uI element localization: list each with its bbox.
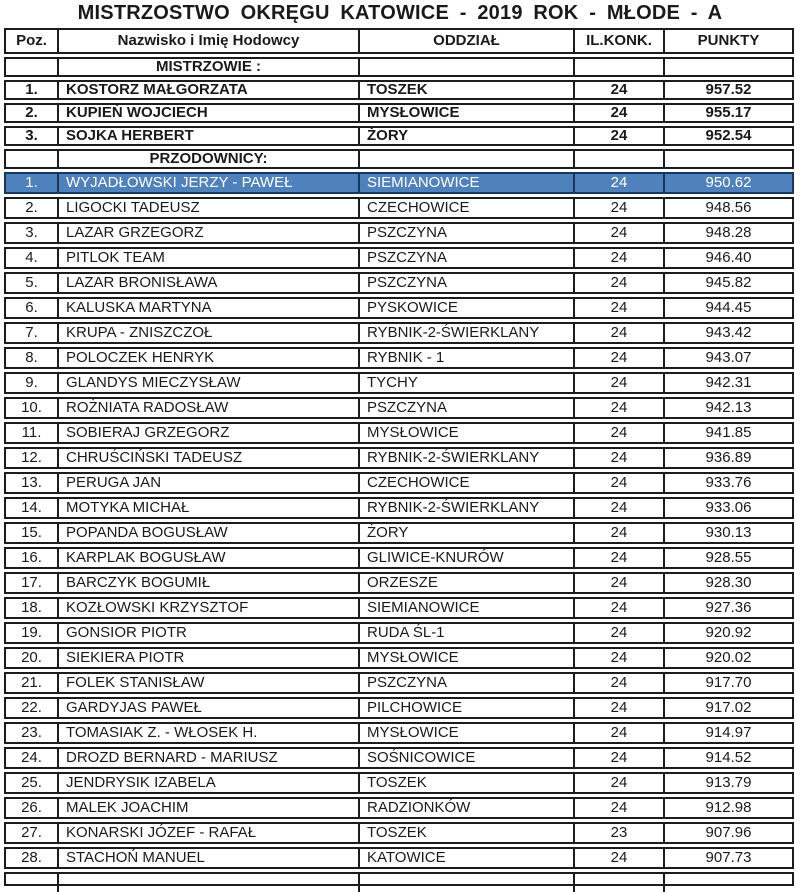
- cell-punkty: 957.52: [663, 82, 792, 98]
- table-row[interactable]: [4, 126, 794, 146]
- cell-name: LAZAR GRZEGORZ: [57, 224, 358, 242]
- cell-punkty: 928.55: [663, 549, 792, 567]
- results-table: [4, 28, 794, 886]
- column-header-punkty: PUNKTY: [663, 30, 792, 52]
- cell-punkty: 907.96: [663, 824, 792, 842]
- cell-ilkonk: 24: [573, 424, 663, 442]
- cell-name: ROŻNIATA RADOSŁAW: [57, 399, 358, 417]
- cell-ilkonk: 24: [573, 549, 663, 567]
- cell-oddzial: SOŚNICOWICE: [358, 749, 573, 767]
- cell-name: GARDYJAS PAWEŁ: [57, 699, 358, 717]
- cell-ilkonk: 24: [573, 499, 663, 517]
- cell-poz: 10.: [21, 399, 42, 416]
- table-row[interactable]: [4, 297, 794, 319]
- cell-ilkonk: 24: [573, 624, 663, 642]
- cell-ilkonk: [573, 151, 663, 167]
- cell-oddzial: RUDA ŚL-1: [358, 624, 573, 642]
- cell-oddzial: TOSZEK: [358, 774, 573, 792]
- cell-ilkonk: 24: [573, 299, 663, 317]
- cell-name: POLOCZEK HENRYK: [57, 349, 358, 367]
- cell-ilkonk: 24: [573, 474, 663, 492]
- cell-punkty: 948.28: [663, 224, 792, 242]
- cell-poz: 9.: [25, 374, 38, 391]
- cell-oddzial: MYSŁOWICE: [358, 649, 573, 667]
- cell-oddzial: [358, 151, 573, 167]
- cell-name: SOJKA HERBERT: [57, 128, 358, 144]
- cell-punkty: 948.56: [663, 199, 792, 217]
- cell-ilkonk: 24: [573, 128, 663, 144]
- results-table-body: [4, 57, 794, 869]
- table-row[interactable]: [4, 103, 794, 123]
- cell-ilkonk: 24: [573, 324, 663, 342]
- table-row[interactable]: [4, 422, 794, 444]
- cell-punkty: 942.31: [663, 374, 792, 392]
- cell-oddzial: KATOWICE: [358, 849, 573, 867]
- cell-poz: 22.: [21, 699, 42, 716]
- cell-oddzial: CZECHOWICE: [358, 199, 573, 217]
- cell-poz: 2.: [25, 199, 38, 216]
- table-row[interactable]: [4, 447, 794, 469]
- cell-poz: 4.: [25, 249, 38, 266]
- cell-punkty: 955.17: [663, 105, 792, 121]
- cell-name: [57, 874, 358, 892]
- cell-ilkonk: 24: [573, 82, 663, 98]
- table-row[interactable]: [4, 797, 794, 819]
- cell-name: LIGOCKI TADEUSZ: [57, 199, 358, 217]
- cell-oddzial: RADZIONKÓW: [358, 799, 573, 817]
- cell-punkty: 920.92: [663, 624, 792, 642]
- cell-ilkonk: 24: [573, 799, 663, 817]
- section-header-row: [4, 57, 794, 77]
- page-title: MISTRZOSTWO OKRĘGU KATOWICE - 2019 ROK - MŁODE - A: [77, 2, 723, 24]
- table-row[interactable]: [4, 772, 794, 794]
- cell-poz: 20.: [21, 649, 42, 666]
- cell-punkty: 933.76: [663, 474, 792, 492]
- cell-ilkonk: 24: [573, 274, 663, 292]
- cell-poz: 24.: [21, 749, 42, 766]
- cell-name: BARCZYK BOGUMIŁ: [57, 574, 358, 592]
- table-row[interactable]: [4, 747, 794, 769]
- table-row[interactable]: [4, 522, 794, 544]
- cell-punkty: 913.79: [663, 774, 792, 792]
- cell-oddzial: CZECHOWICE: [358, 474, 573, 492]
- cell-poz: 23.: [21, 724, 42, 741]
- table-row[interactable]: [4, 622, 794, 644]
- cell-poz: 28.: [21, 849, 42, 866]
- cell-oddzial: MYSŁOWICE: [358, 424, 573, 442]
- cell-name: WYJADŁOWSKI JERZY - PAWEŁ: [57, 174, 358, 192]
- table-row[interactable]: [4, 572, 794, 594]
- cell-punkty: [663, 59, 792, 75]
- cell-ilkonk: 24: [573, 249, 663, 267]
- cell-poz: 26.: [21, 799, 42, 816]
- cell-poz: 14.: [21, 499, 42, 516]
- cell-oddzial: RYBNIK-2-ŚWIERKLANY: [358, 499, 573, 517]
- cell-poz: 25.: [21, 774, 42, 791]
- cell-name: POPANDA BOGUSŁAW: [57, 524, 358, 542]
- cell-punkty: 941.85: [663, 424, 792, 442]
- cell-punkty: 950.62: [663, 174, 792, 192]
- cell-poz: 27.: [21, 824, 42, 841]
- cell-punkty: 914.52: [663, 749, 792, 767]
- cell-punkty: 943.42: [663, 324, 792, 342]
- cell-punkty: [663, 151, 792, 167]
- table-row[interactable]: [4, 472, 794, 494]
- cell-ilkonk: 23: [573, 824, 663, 842]
- cell-name: DROZD BERNARD - MARIUSZ: [57, 749, 358, 767]
- cell-poz: 3.: [25, 128, 38, 144]
- cell-punkty: 945.82: [663, 274, 792, 292]
- cell-punkty: 928.30: [663, 574, 792, 592]
- cell-name: PERUGA JAN: [57, 474, 358, 492]
- cell-oddzial: ŻORY: [358, 524, 573, 542]
- table-row[interactable]: [4, 597, 794, 619]
- cell-poz: 17.: [21, 574, 42, 591]
- cell-name: KONARSKI JÓZEF - RAFAŁ: [57, 824, 358, 842]
- cell-name: KOSTORZ MAŁGORZATA: [57, 82, 358, 98]
- table-row[interactable]: [4, 547, 794, 569]
- cell-oddzial: PSZCZYNA: [358, 674, 573, 692]
- table-row[interactable]: [4, 697, 794, 719]
- cell-punkty: 946.40: [663, 249, 792, 267]
- section-label: MISTRZOWIE :: [57, 59, 358, 75]
- column-header-poz: Poz.: [16, 32, 47, 49]
- section-header-row: [4, 149, 794, 169]
- cell-oddzial: RYBNIK-2-ŚWIERKLANY: [358, 449, 573, 467]
- table-row[interactable]: [4, 722, 794, 744]
- cell-poz: 12.: [21, 449, 42, 466]
- cell-ilkonk: 24: [573, 449, 663, 467]
- cell-ilkonk: 24: [573, 674, 663, 692]
- cell-poz: [6, 59, 57, 75]
- table-row[interactable]: [4, 497, 794, 519]
- cell-poz: [6, 151, 57, 167]
- table-row[interactable]: [4, 347, 794, 369]
- cell-oddzial: ŻORY: [358, 128, 573, 144]
- cell-poz: 21.: [21, 674, 42, 691]
- cell-poz: 5.: [25, 274, 38, 291]
- cell-ilkonk: 24: [573, 649, 663, 667]
- table-row-clipped: [4, 872, 794, 886]
- cell-punkty: 920.02: [663, 649, 792, 667]
- table-row[interactable]: [4, 172, 794, 194]
- cell-punkty: [663, 874, 792, 892]
- cell-poz: 11.: [21, 424, 42, 441]
- table-row[interactable]: [4, 222, 794, 244]
- cell-oddzial: GLIWICE-KNURÓW: [358, 549, 573, 567]
- cell-poz: 19.: [21, 624, 42, 641]
- cell-oddzial: PSZCZYNA: [358, 249, 573, 267]
- cell-punkty: 917.70: [663, 674, 792, 692]
- cell-name: LAZAR BRONISŁAWA: [57, 274, 358, 292]
- cell-punkty: 943.07: [663, 349, 792, 367]
- cell-poz: 15.: [21, 524, 42, 541]
- section-label: PRZODOWNICY:: [57, 151, 358, 167]
- cell-oddzial: PSZCZYNA: [358, 274, 573, 292]
- cell-oddzial: [358, 874, 573, 892]
- cell-ilkonk: 24: [573, 774, 663, 792]
- table-row[interactable]: [4, 847, 794, 869]
- cell-oddzial: RYBNIK - 1: [358, 349, 573, 367]
- cell-ilkonk: 24: [573, 174, 663, 192]
- cell-punkty: 907.73: [663, 849, 792, 867]
- cell-oddzial: PYSKOWICE: [358, 299, 573, 317]
- cell-oddzial: PSZCZYNA: [358, 224, 573, 242]
- cell-ilkonk: 24: [573, 349, 663, 367]
- cell-ilkonk: 24: [573, 524, 663, 542]
- cell-oddzial: [358, 59, 573, 75]
- table-row[interactable]: [4, 372, 794, 394]
- cell-ilkonk: [573, 59, 663, 75]
- cell-ilkonk: 24: [573, 849, 663, 867]
- cell-poz: 1.: [25, 82, 38, 98]
- cell-poz: 8.: [25, 349, 38, 366]
- cell-oddzial: PILCHOWICE: [358, 699, 573, 717]
- cell-name: GLANDYS MIECZYSŁAW: [57, 374, 358, 392]
- cell-punkty: 944.45: [663, 299, 792, 317]
- table-row[interactable]: [4, 80, 794, 100]
- cell-name: KARPLAK BOGUSŁAW: [57, 549, 358, 567]
- cell-poz: 3.: [25, 224, 38, 241]
- table-row[interactable]: [4, 822, 794, 844]
- cell-oddzial: TOSZEK: [358, 82, 573, 98]
- cell-name: MALEK JOACHIM: [57, 799, 358, 817]
- cell-name: KRUPA - ZNISZCZOŁ: [57, 324, 358, 342]
- cell-name: CHRUŚCIŃSKI TADEUSZ: [57, 449, 358, 467]
- cell-punkty: 912.98: [663, 799, 792, 817]
- cell-name: SOBIERAJ GRZEGORZ: [57, 424, 358, 442]
- cell-oddzial: PSZCZYNA: [358, 399, 573, 417]
- table-row[interactable]: [4, 322, 794, 344]
- cell-poz: 18.: [21, 599, 42, 616]
- cell-name: FOLEK STANISŁAW: [57, 674, 358, 692]
- cell-ilkonk: [573, 874, 663, 892]
- cell-ilkonk: 24: [573, 105, 663, 121]
- cell-punkty: 933.06: [663, 499, 792, 517]
- cell-punkty: 917.02: [663, 699, 792, 717]
- cell-poz: 1.: [25, 174, 38, 191]
- cell-ilkonk: 24: [573, 374, 663, 392]
- cell-ilkonk: 24: [573, 574, 663, 592]
- cell-punkty: 930.13: [663, 524, 792, 542]
- column-header-name: Nazwisko i Imię Hodowcy: [57, 30, 358, 52]
- table-row[interactable]: [4, 672, 794, 694]
- cell-oddzial: SIEMIANOWICE: [358, 174, 573, 192]
- cell-punkty: 952.54: [663, 128, 792, 144]
- cell-poz: 6.: [25, 299, 38, 316]
- cell-oddzial: TOSZEK: [358, 824, 573, 842]
- cell-ilkonk: 24: [573, 749, 663, 767]
- table-row[interactable]: [4, 397, 794, 419]
- cell-ilkonk: 24: [573, 724, 663, 742]
- cell-ilkonk: 24: [573, 199, 663, 217]
- cell-ilkonk: 24: [573, 399, 663, 417]
- cell-oddzial: SIEMIANOWICE: [358, 599, 573, 617]
- cell-ilkonk: 24: [573, 599, 663, 617]
- cell-poz: 13.: [21, 474, 42, 491]
- table-row[interactable]: [4, 247, 794, 269]
- cell-name: PITLOK TEAM: [57, 249, 358, 267]
- cell-oddzial: RYBNIK-2-ŚWIERKLANY: [358, 324, 573, 342]
- cell-poz: 2.: [25, 105, 38, 121]
- cell-name: GONSIOR PIOTR: [57, 624, 358, 642]
- cell-ilkonk: 24: [573, 224, 663, 242]
- table-header-row: [4, 28, 794, 54]
- cell-poz: 16.: [21, 549, 42, 566]
- cell-name: STACHOŃ MANUEL: [57, 849, 358, 867]
- cell-oddzial: TYCHY: [358, 374, 573, 392]
- cell-name: KOZŁOWSKI KRZYSZTOF: [57, 599, 358, 617]
- cell-name: MOTYKA MICHAŁ: [57, 499, 358, 517]
- cell-punkty: 942.13: [663, 399, 792, 417]
- cell-name: SIEKIERA PIOTR: [57, 649, 358, 667]
- cell-punkty: 914.97: [663, 724, 792, 742]
- column-header-ilkonk: IL.KONK.: [573, 30, 663, 52]
- cell-name: KUPIEŃ WOJCIECH: [57, 105, 358, 121]
- cell-oddzial: MYSŁOWICE: [358, 105, 573, 121]
- cell-name: KALUSKA MARTYNA: [57, 299, 358, 317]
- cell-oddzial: MYSŁOWICE: [358, 724, 573, 742]
- cell-punkty: 936.89: [663, 449, 792, 467]
- table-row[interactable]: [4, 647, 794, 669]
- cell-ilkonk: 24: [573, 699, 663, 717]
- cell-name: TOMASIAK Z. - WŁOSEK H.: [57, 724, 358, 742]
- table-row[interactable]: [4, 272, 794, 294]
- cell-poz: 7.: [25, 324, 38, 341]
- cell-name: JENDRYSIK IZABELA: [57, 774, 358, 792]
- cell-punkty: 927.36: [663, 599, 792, 617]
- cell-poz: [6, 874, 57, 892]
- cell-oddzial: ORZESZE: [358, 574, 573, 592]
- table-row[interactable]: [4, 197, 794, 219]
- column-header-oddzial: ODDZIAŁ: [358, 30, 573, 52]
